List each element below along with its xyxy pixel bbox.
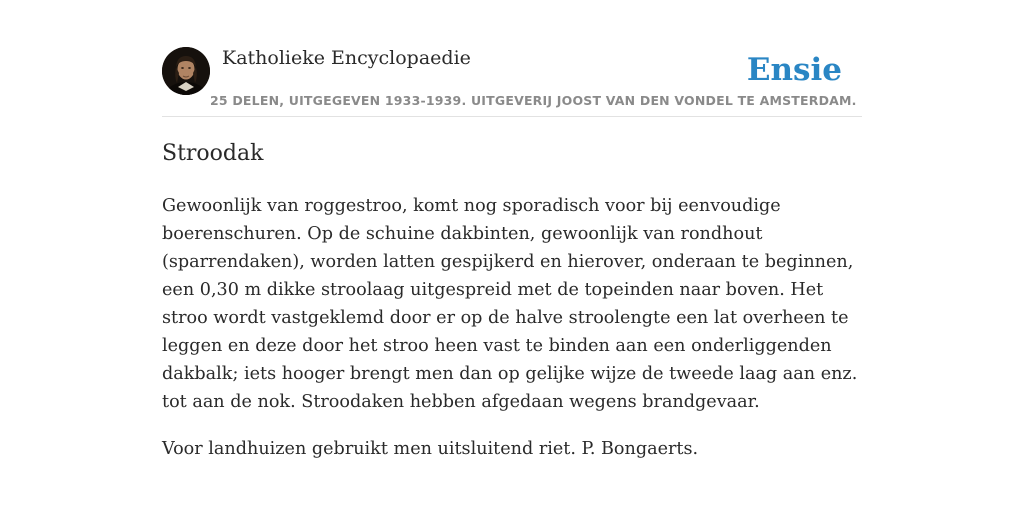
article-body: [162, 192, 862, 482]
work-title[interactable]: Katholieke Encyclopaedie: [222, 47, 471, 69]
article-paragraph: Voor landhuizen gebruikt men uitsluitend riet. P. Bongaerts.: [162, 439, 699, 459]
header: [162, 44, 862, 117]
article-title: Stroodak: [162, 141, 264, 166]
article-paragraph: Gewoonlijk van roggestroo, komt nog sporadisch voor bij eenvoudige boerenschuren. Op de schuine dakbinten, gewoonlijk van rondhout (sparrendaken), worden latten gespijkerd en hierover, onderaan te beginnen, een 0,30 m dikke stroolaag uitgespreid met de topeinden naar boven. Het stroo wordt vastgeklemd door er op de halve stroolengte een lat overheen te leggen en deze door het stroo heen vast te binden aan een onderliggenden dakbalk; iets hooger brengt men dan op gelijke wijze de tweede laag aan enz. tot aan de nok. Stroodaken hebben afgedaan wegens brandgevaar.: [162, 196, 858, 412]
portrait-avatar-icon[interactable]: [162, 47, 210, 95]
brand-logo[interactable]: Ensie: [746, 52, 842, 88]
work-meta: 25 DELEN, UITGEGEVEN 1933-1939. UITGEVERIJ JOOST VAN DEN VONDEL TE AMSTERDAM.: [210, 93, 857, 108]
